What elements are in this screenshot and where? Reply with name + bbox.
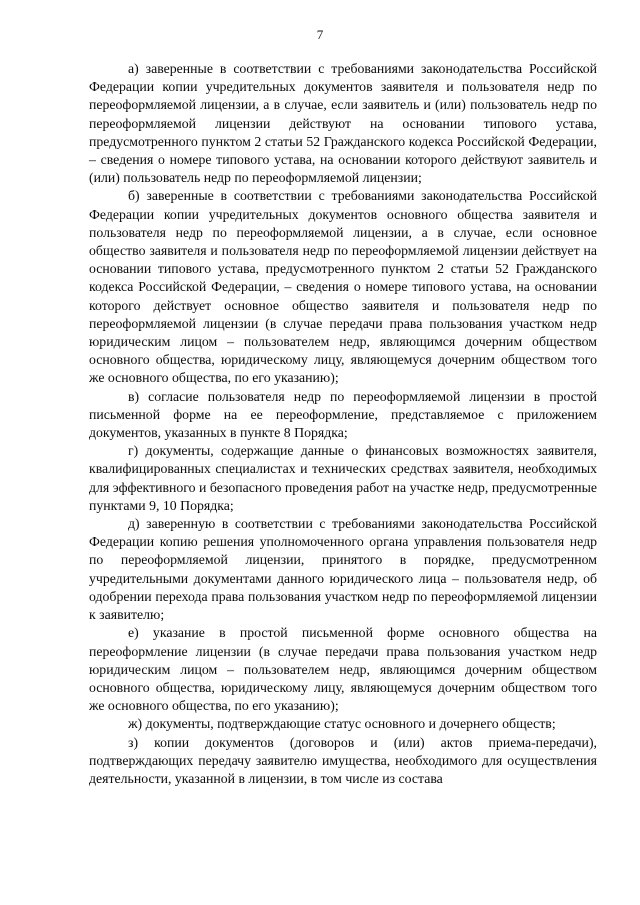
document-body (89, 60, 597, 788)
paragraph-b: б) заверенные в соответствии с требованиями законодательства Российской Федерации копии учредительных документов основного общества заявителя и пользователя недр по переоформляемой лицензии, а в случае, если основное общество заявителя и пользователя недр по переоформляемой лицензии действует на основании типового устава, предусмотренного пунктом 2 статьи 52 Гражданского кодекса Российской Федерации, – сведения о номере типового устава, на основании которого действует основное общество заявителя и пользователя недр по переоформляемой лицензии (в случае передачи права пользования участком недр юридическим лицом – пользователем недр, являющимся дочерним обществом основного общества, юридическому лицу, являющемуся дочерним обществом того же основного общества, по его указанию); (89, 188, 597, 386)
paragraph-z: з) копии документов (договоров и (или) актов приема-передачи), подтверждающих передачу заявителю имущества, необходимого для осуществления деятельности, указанной в лицензии, в том числе из состава (89, 734, 597, 786)
paragraph-zh: ж) документы, подтверждающие статус основного и дочернего обществ; (128, 716, 556, 732)
paragraph-v: в) согласие пользователя недр по переоформляемой лицензии в простой письменной форме на ее переоформление, представляемое с приложением документов, указанных в пункте 8 Порядка; (89, 388, 597, 441)
paragraph-g: г) документы, содержащие данные о финансовых возможностях заявителя, квалифицированных специалистах и технических средствах заявителя, необходимых для эффективного и безопасного проведения работ на участке недр, предусмотренные пунктами 9, 10 Порядка; (89, 443, 597, 513)
paragraph-e: е) указание в простой письменной форме основного общества на переоформление лицензии (в случае передачи права пользования участком недр юридическим лицом – пользователем недр, являющимся дочерним обществом основного общества, юридическому лицу, являющемуся дочерним обществом того же основного общества, по его указанию); (89, 625, 597, 714)
paragraph-d: д) заверенную в соответствии с требованиями законодательства Российской Федерации копию решения уполномоченного органа управления пользователя недр по переоформляемой лицензии, принятого в порядке, предусмотренном учредительными документами данного юридического лица – пользователя недр, об одобрении перехода права пользования участком недр по переоформляемой лицензии к заявителю; (89, 516, 597, 623)
page-number: 7 (316, 27, 324, 42)
paragraph-a: а) заверенные в соответствии с требованиями законодательства Российской Федерации копии учредительных документов заявителя и пользователя недр по переоформляемой лицензии, а в случае, если заявитель и (или) пользователь недр по переоформляемой лицензии действуют на основании типового устава, предусмотренного пунктом 2 статьи 52 Гражданского кодекса Российской Федерации, – сведения о номере типового устава, на основании которого действуют заявитель и (или) пользователь недр по переоформляемой лицензии; (89, 61, 597, 186)
